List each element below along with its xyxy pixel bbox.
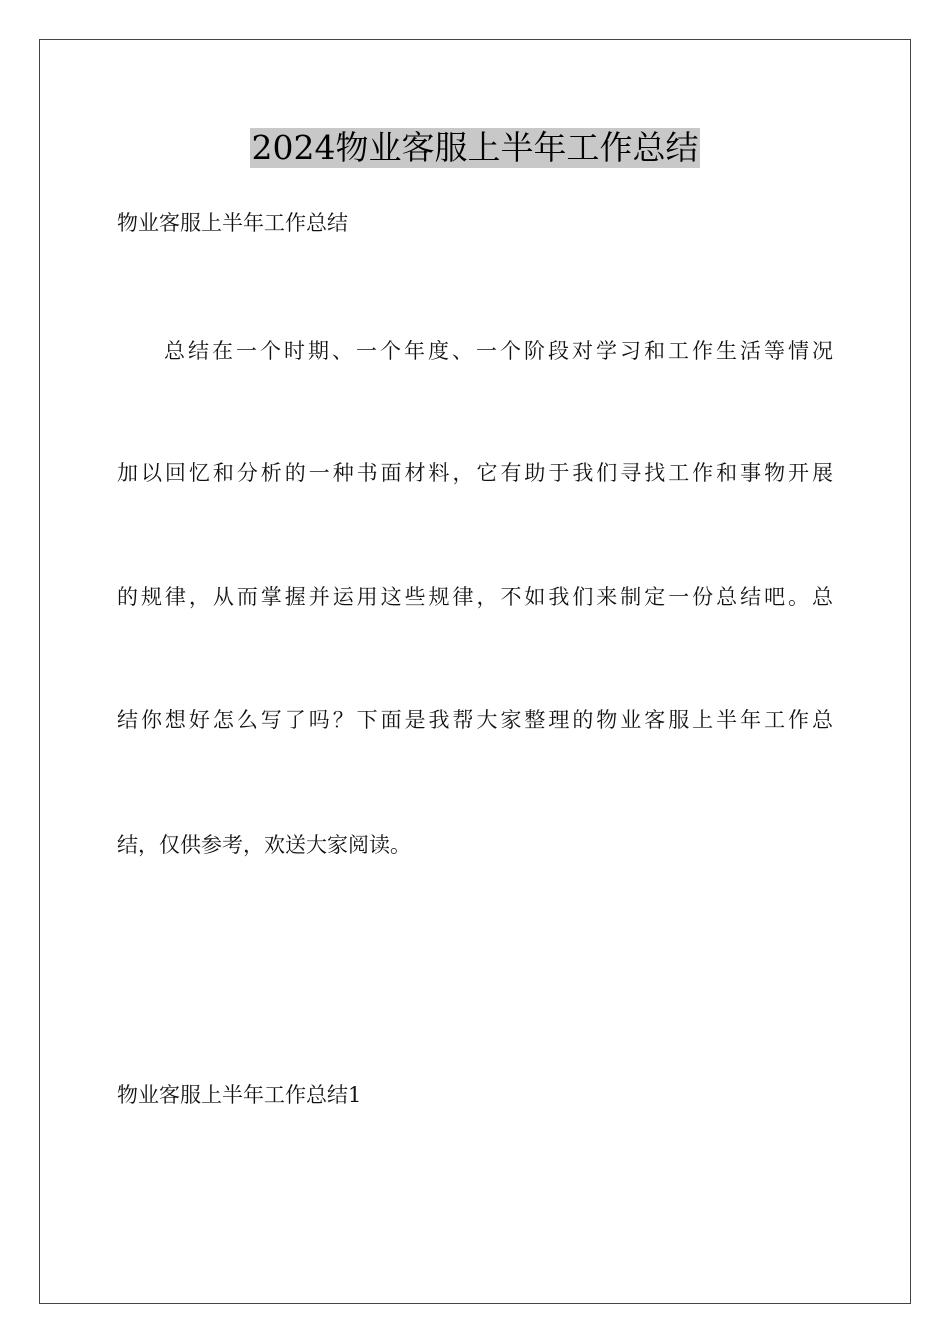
document-subtitle: 物业客服上半年工作总结 (117, 211, 348, 235)
intro-line: 加以回忆和分析的一种书面材料，它有助于我们寻找工作和事物开展 (117, 461, 833, 485)
section-heading: 物业客服上半年工作总结1 (117, 1083, 362, 1107)
intro-line: 结你想好怎么写了吗？下面是我帮大家整理的物业客服上半年工作总 (117, 708, 833, 732)
title-container (0, 128, 950, 168)
intro-line: 的规律，从而掌握并运用这些规律，不如我们来制定一份总结吧。总 (117, 585, 833, 609)
intro-line: 结，仅供参考，欢送大家阅读。 (117, 833, 411, 857)
intro-line: 总结在一个时期、一个年度、一个阶段对学习和工作生活等情况 (164, 339, 833, 363)
document-title: 2024物业客服上半年工作总结 (251, 128, 699, 167)
